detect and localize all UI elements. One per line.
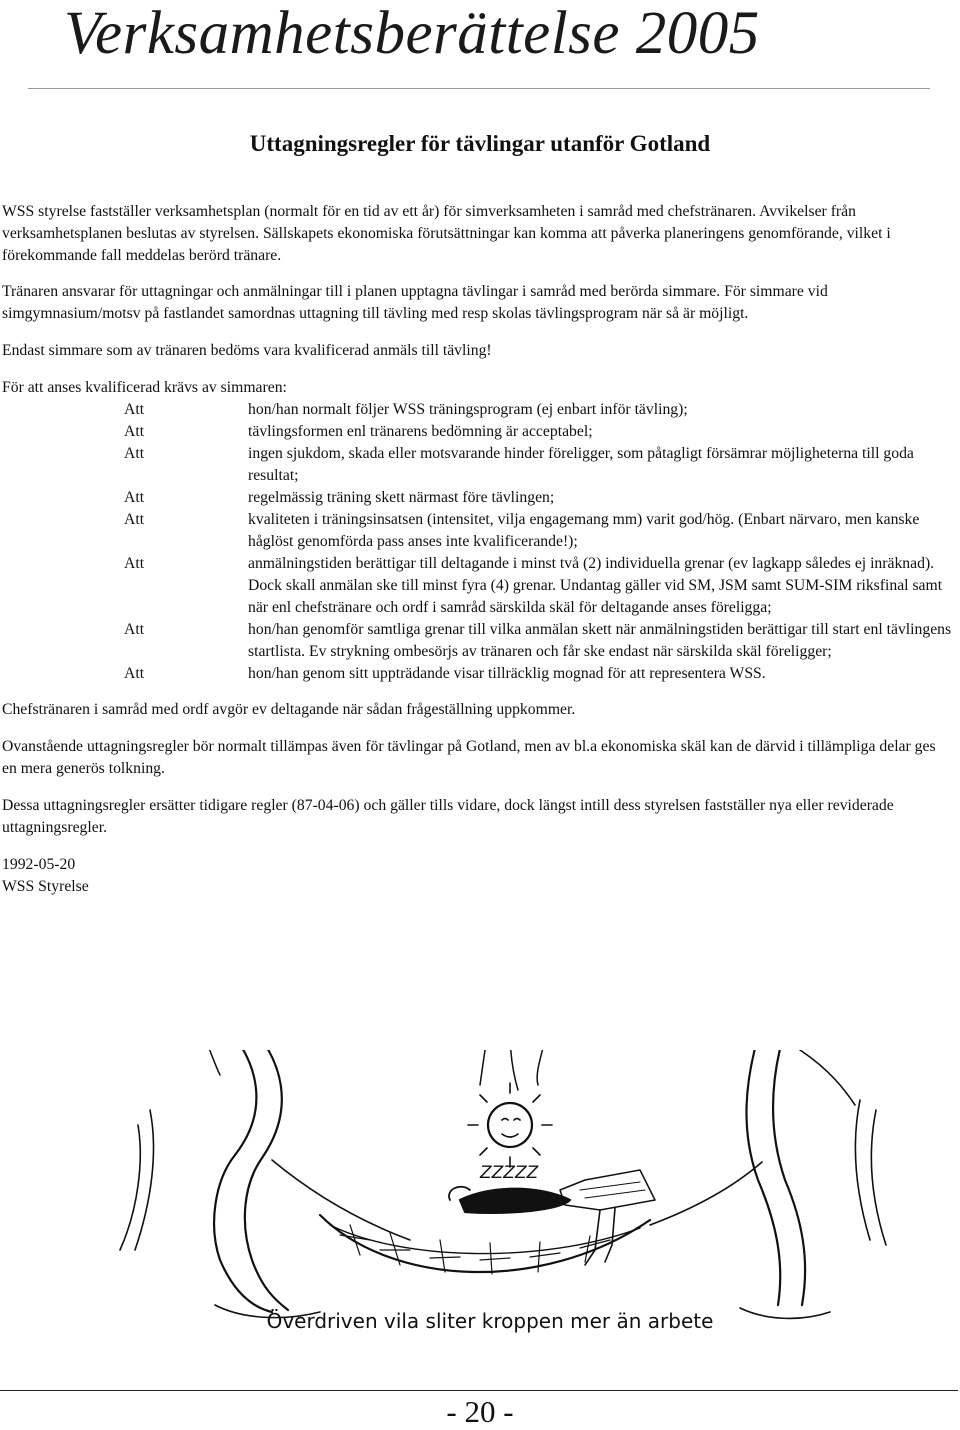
- paragraph: Tränaren ansvarar för uttagningar och anmälningar till i planen upptagna tävlingar i samråd med berörda simmare. För simmare vid simgymnasium/motsv på fastlandet samordnas uttagning till tävling med resp skolas tävlingsprogram när så är möjligt.: [2, 283, 828, 322]
- criteria-label: Att: [124, 621, 145, 638]
- criteria-intro: För att anses kvalificerad krävs av simmaren:: [2, 379, 287, 396]
- criteria-text: hon/han genomför samtliga grenar till vilka anmälan skett när anmälningstiden berättigar till start enl tävlingens startlista. Ev strykning ombesörjs av tränaren och får ske endast när särskilda skäl föreligger;: [248, 621, 952, 660]
- section-title: Uttagningsregler för tävlingar utanför Gotland: [249, 131, 711, 156]
- sleeping-figure-drawing: [449, 1170, 655, 1265]
- criteria-text: regelmässig träning skett närmast före tävlingen;: [248, 489, 555, 506]
- list-item: [2, 663, 954, 685]
- snore-text: ZZZZZ: [480, 1163, 539, 1183]
- signature-block: [2, 854, 954, 898]
- signature-name: WSS Styrelse: [2, 878, 89, 895]
- paragraph: Ovanstående uttagningsregler bör normalt tillämpas även för tävlingar på Gotland, men av bl.a ekonomiska skäl kan de därvid i tillämpliga delar ges en mera generös tolkning.: [2, 738, 936, 777]
- criteria-text: hon/han genom sitt uppträdande visar tillräcklig mognad för att representera WSS.: [248, 665, 766, 682]
- criteria-label: Att: [124, 511, 145, 528]
- hammock-cartoon-illustration: [40, 1050, 940, 1340]
- hammock-drawing: [320, 1215, 650, 1274]
- criteria-label: Att: [124, 555, 145, 572]
- criteria-label: Att: [124, 423, 145, 440]
- document-body: [2, 201, 954, 898]
- footer-rule: [0, 1390, 958, 1391]
- page-number: - 20 -: [446, 1394, 514, 1429]
- paragraph: WSS styrelse fastställer verksamhetsplan (normalt för en tid av ett år) för simverksamheten i samråd med chefstränaren. Avvikelser från verksamhetsplanen beslutas av styrelsen. Sällskapets ekonomiska förutsättningar kan komma att påverka planeringens genomförande, vilket i förekommande fall meddelas berörd tränare.: [2, 203, 891, 264]
- paragraph: Endast simmare som av tränaren bedöms vara kvalificerad anmäls till tävling!: [2, 342, 492, 359]
- closing-paragraphs: [2, 699, 954, 839]
- list-item: [2, 443, 954, 487]
- header-rule: [28, 88, 930, 89]
- list-item: [2, 421, 954, 443]
- signature-date: 1992-05-20: [2, 856, 76, 873]
- list-item: [2, 487, 954, 509]
- paragraph: Dessa uttagningsregler ersätter tidigare regler (87-04-06) och gäller tills vidare, dock längst intill dess styrelsen fastställer nya eller reviderade uttagningsregler.: [2, 797, 894, 836]
- criteria-list: [2, 399, 954, 685]
- document-header-title: Verksamhetsberättelse 2005: [64, 0, 760, 67]
- paragraph: Chefstränaren i samråd med ordf avgör ev deltagande när sådan frågeställning uppkommer.: [2, 701, 576, 718]
- list-item: [2, 619, 954, 663]
- list-item: [2, 509, 954, 553]
- right-tree-drawing: [740, 1050, 886, 1318]
- criteria-text: kvaliteten i träningsinsatsen (intensitet, vilja engagemang mm) varit god/hög. (Enbart närvaro, men kanske håglöst genomförda pass anses inte kvalificerande!);: [248, 511, 920, 550]
- criteria-label: Att: [124, 401, 145, 418]
- list-item: [2, 399, 954, 421]
- criteria-text: hon/han normalt följer WSS träningsprogram (ej enbart inför tävling);: [248, 401, 688, 418]
- criteria-text: tävlingsformen enl tränarens bedömning är acceptabel;: [248, 423, 593, 440]
- list-item: [2, 553, 954, 619]
- sun-drawing: [468, 1083, 552, 1167]
- criteria-label: Att: [124, 445, 145, 462]
- criteria-text: ingen sjukdom, skada eller motsvarande hinder föreligger, som påtagligt försämrar möjligheterna till goda resultat;: [248, 445, 914, 484]
- illustration-caption: Överdriven vila sliter kroppen mer än arbete: [266, 1309, 714, 1333]
- criteria-text: anmälningstiden berättigar till deltagande i minst två (2) individuella grenar (ev lagkapp således ej inräknad). Dock skall anmälan ske till minst fyra (4) grenar. Undantag gäller vid SM, JSM samt SUM-SIM riksfinal samt när enl chefstränare och ordf i samråd särskilda skäl för deltagande anses föreligga;: [248, 555, 943, 616]
- left-tree-drawing: [120, 1050, 545, 1318]
- criteria-label: Att: [124, 489, 145, 506]
- criteria-label: Att: [124, 665, 145, 682]
